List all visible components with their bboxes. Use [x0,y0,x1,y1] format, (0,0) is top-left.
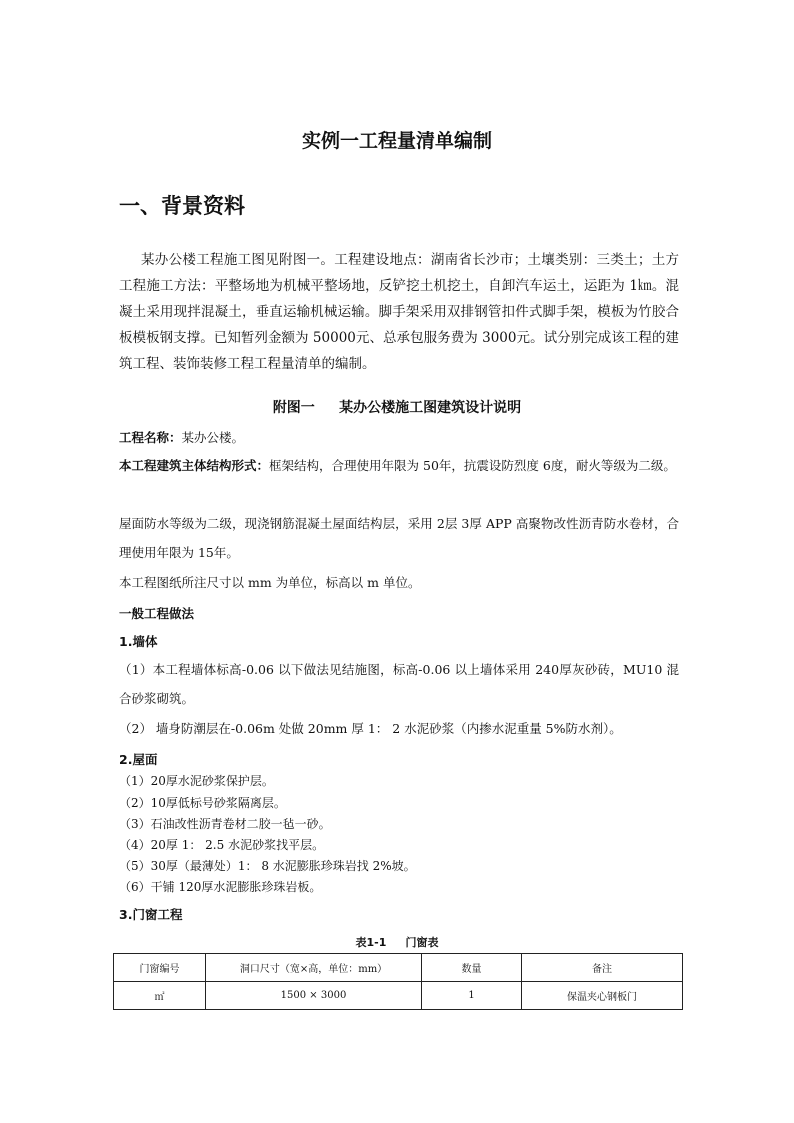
section-heading-background: 一、背景资料 [119,194,245,218]
table-cell: 1500 × 3000 [206,982,422,1010]
roof-item: （1）20厚水泥砂浆保护层。 [119,774,274,788]
background-paragraph: 某办公楼工程施工图见附图一。工程建设地点：湖南省长沙市；土壤类别：三类土；土方工程施工方法：平整场地为机械平整场地，反铲挖土机挖土，自卸汽车运土，运距为 1㎞。混凝土采用现拌混凝土，垂直运输机械运输。脚手架采用双排钢管扣件式脚手架，模板为竹胶合板模板钢支撑。已知暂列金额为 50000元、总承包服务费为 3000元。试分别完成该工程的建筑工程、装饰装修工程工程量清单的编制。 [119,252,679,372]
roof-item: （4）20厚 1： 2.5 水泥砂浆找平层。 [119,838,325,852]
structure-value: 框架结构，合理使用年限为 50年，抗震设防烈度 6度，耐火等级为二级。 [269,458,676,473]
table-header-row [114,954,683,982]
table-cell: 1 [422,982,522,1010]
roof-item: （3）石油改性沥青卷材二胶一毡一砂。 [119,817,331,831]
table-row [114,982,683,1010]
doors-heading: 3.门窗工程 [119,907,183,922]
units-text: 本工程图纸所注尺寸以 mm 为单位，标高以 m 单位。 [119,575,421,590]
door-window-table [113,953,683,1010]
header-cell: 门窗编号 [114,954,206,982]
document-title: 实例一工程量清单编制 [301,130,492,152]
general-practice-heading: 一般工程做法 [119,606,195,621]
roof-waterproof-text: 屋面防水等级为二级，现浇钢筋混凝土屋面结构层，采用 2层 3厚 APP 高聚物改性沥青防水卷材，合理使用年限为 15年。 [119,516,679,560]
table-caption: 表1-1 门窗表 [355,936,439,949]
project-name-label: 工程名称： [119,430,182,445]
wall-item-1: （1）本工程墙体标高-0.06 以下做法见结施图，标高-0.06 以上墙体采用 240厚灰砂砖，MU10 混合砂浆砌筑。 [119,662,679,706]
roof-item: （2）10厚低标号砂浆隔离层。 [119,796,286,810]
project-name-value: 某办公楼。 [181,430,245,445]
structure-line [119,451,679,480]
header-cell: 数量 [422,954,522,982]
header-cell: 洞口尺寸（宽×高，单位：mm） [206,954,422,982]
structure-label: 本工程建筑主体结构形式： [119,458,270,473]
table-cell: ㎡ [114,982,206,1010]
roof-heading: 2.屋面 [119,752,158,767]
wall-heading: 1.墙体 [119,634,158,649]
table-cell: 保温夹心钢板门 [522,982,683,1010]
project-name-line [119,428,679,446]
appendix-title: 附图一 某办公楼施工图建筑设计说明 [272,400,522,416]
roof-item: （6）干铺 120厚水泥膨胀珍珠岩板。 [119,880,322,894]
wall-item-2: （2） 墙身防潮层在-0.06m 处做 20mm 厚 1： 2 水泥砂浆（内掺水泥重量 5%防水剂）。 [119,721,622,736]
header-cell: 备注 [522,954,683,982]
roof-item: （5）30厚（最薄处）1： 8 水泥膨胀珍珠岩找 2%坡。 [119,859,416,873]
